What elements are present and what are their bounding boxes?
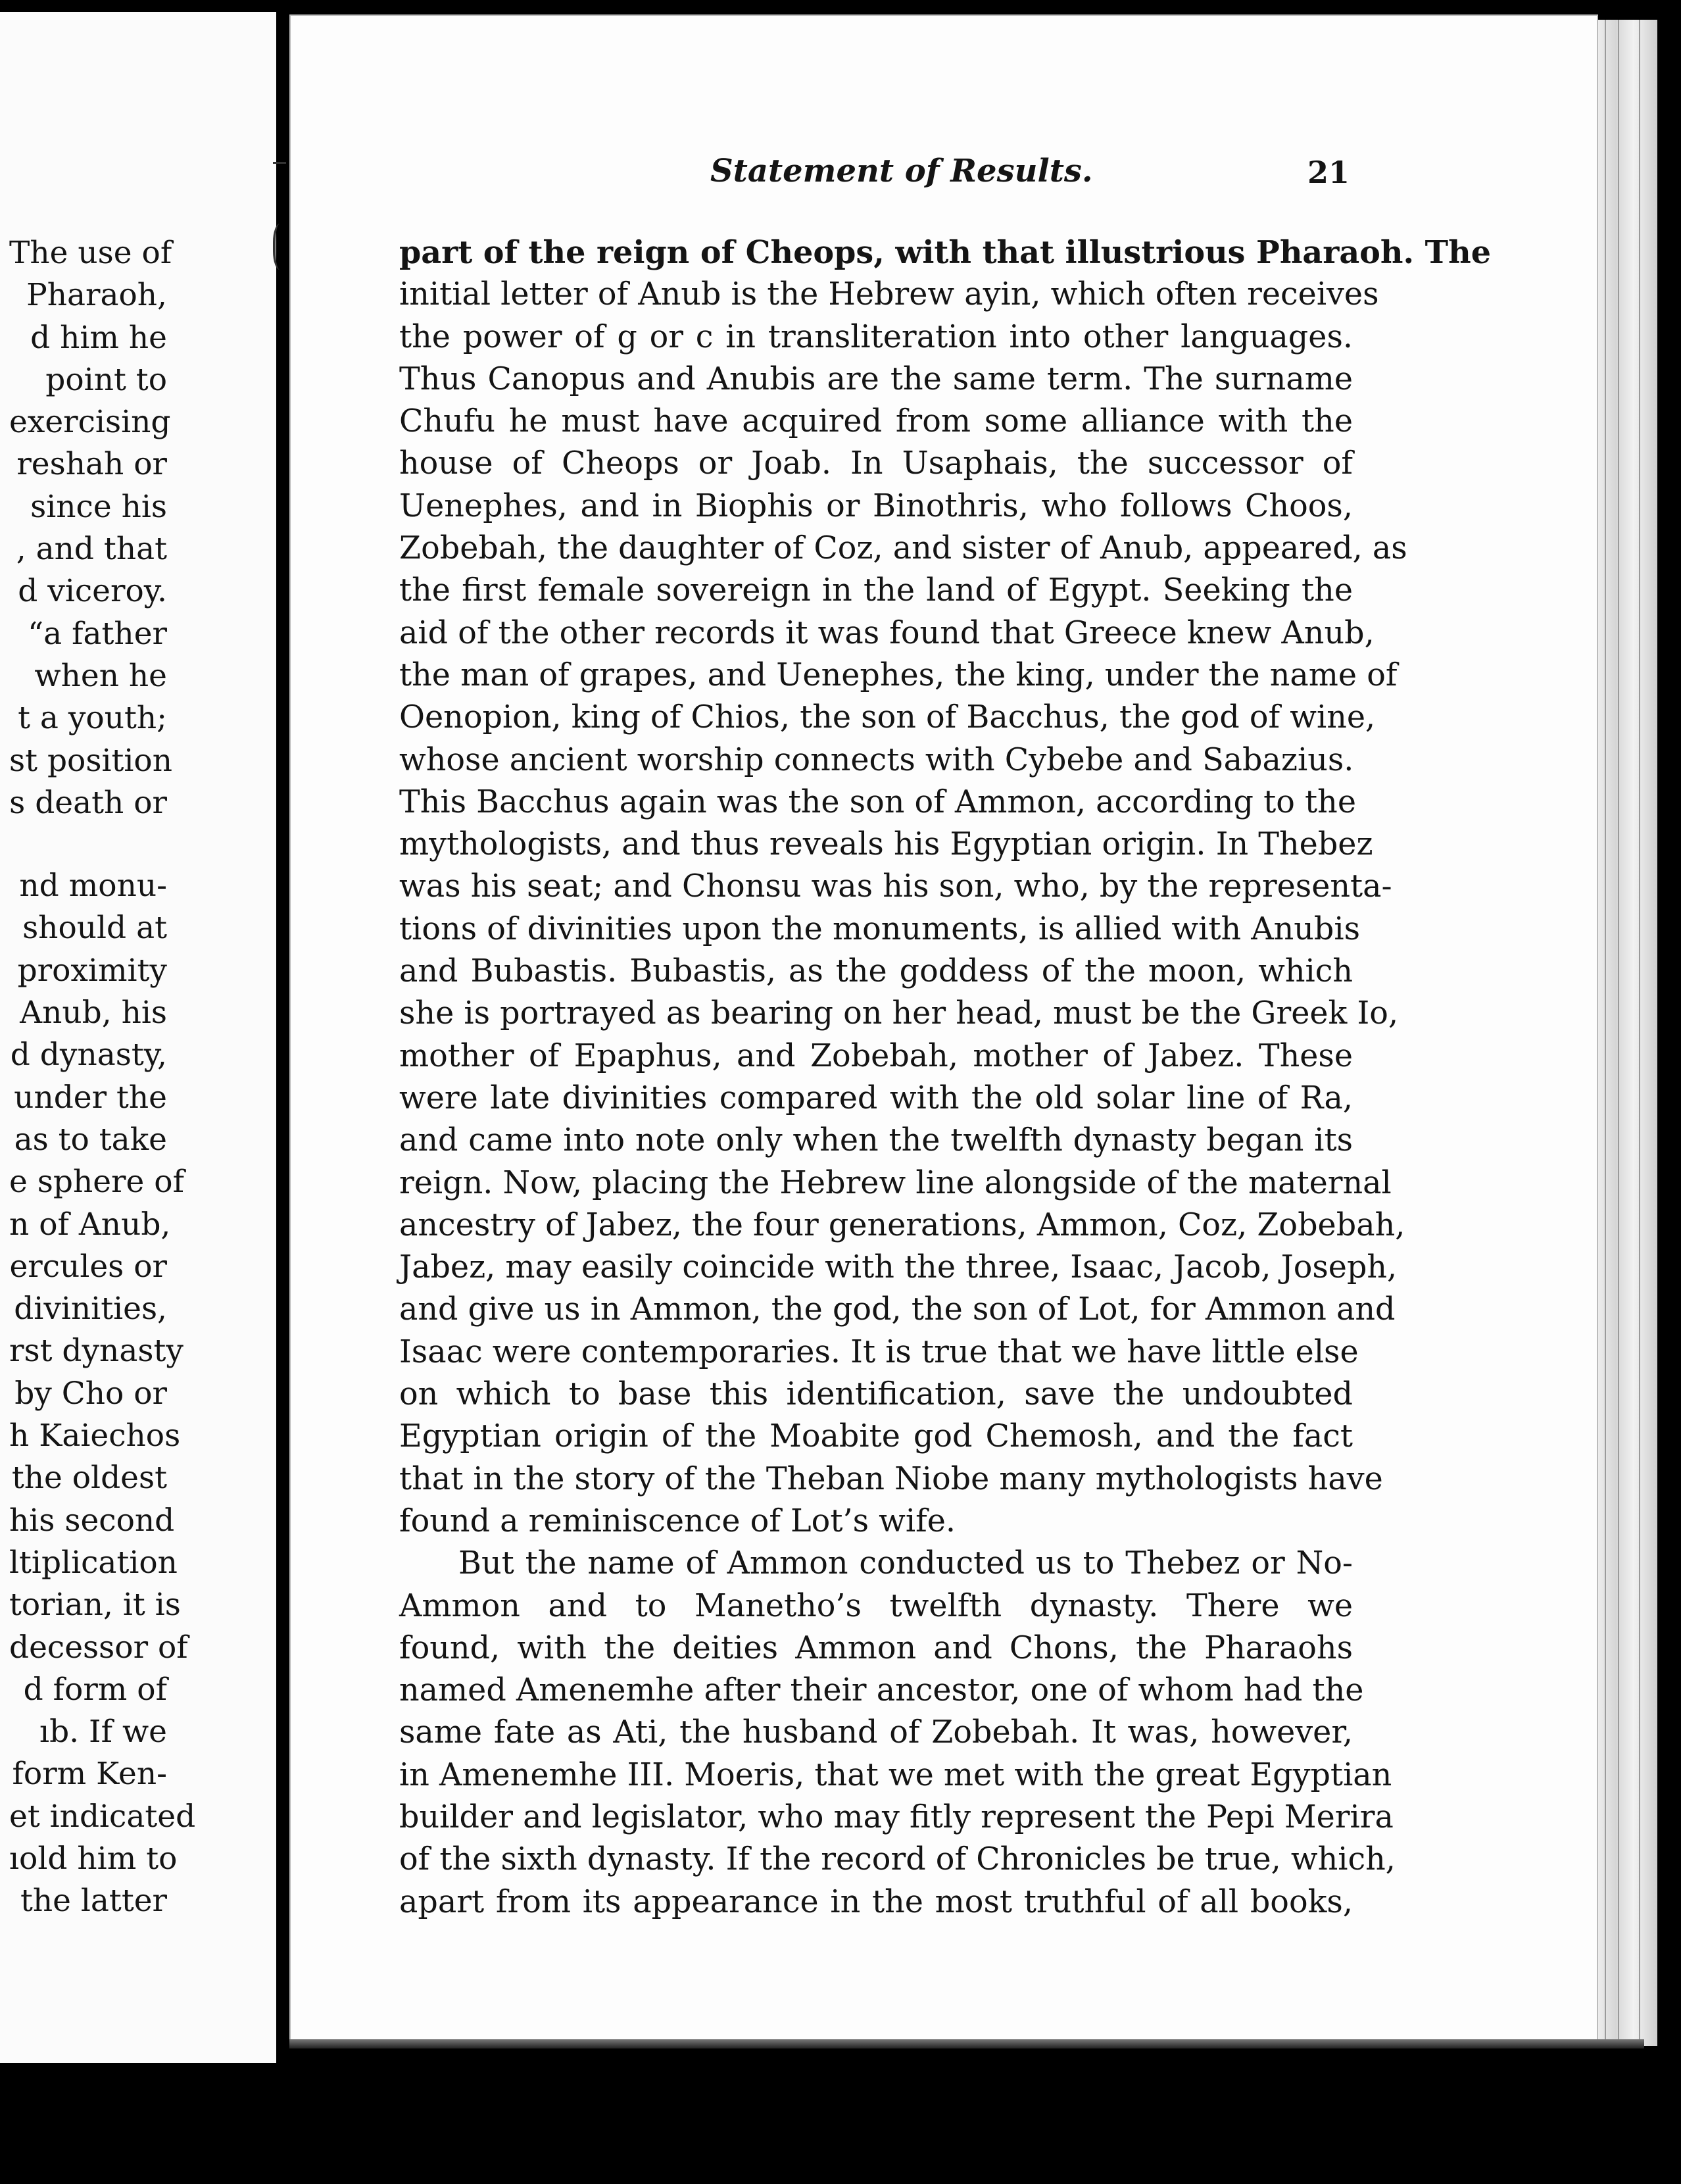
body-line: This Bacchus again was the son of Ammon, according to the — [399, 783, 1356, 820]
left-page-line: Anub, his — [20, 995, 167, 1031]
body-line: on which to base this identification, save the undoubted — [399, 1376, 1353, 1413]
page-bottom-shadow — [289, 2039, 1644, 2048]
body-line: mythologists, and thus reveals his Egyptian origin. In Thebez — [399, 826, 1373, 863]
body-line: the first female sovereign in the land of Egypt. Seeking the — [399, 572, 1353, 609]
body-line: that in the story of the Theban Niobe many mythologists have — [399, 1460, 1383, 1497]
left-page-line: divinities, — [14, 1291, 167, 1328]
left-page-line: rst dynasty — [9, 1333, 183, 1370]
body-line: Thus Canopus and Anubis are the same term. The surname — [399, 360, 1353, 397]
gutter-mark — [273, 224, 290, 270]
body-line: in Amenemhe III. Moeris, that we met with the great Egyptian — [399, 1756, 1392, 1793]
body-line: house of Cheops or Joab. In Usaphais, the successor of — [399, 445, 1353, 482]
left-page-line: ercules or — [9, 1248, 167, 1285]
left-page-line: point to — [45, 361, 167, 398]
left-page-text-column — [9, 232, 196, 1923]
body-line: Isaac were contemporaries. It is true that we have little else — [399, 1333, 1359, 1370]
page-number: 21 — [1307, 155, 1350, 190]
body-line: Zobebah, the daughter of Coz, and sister of Anub, appeared, as — [399, 530, 1407, 567]
body-line: initial letter of Anub is the Hebrew ayin, which often receives — [399, 276, 1379, 313]
body-line: the power of g or c in transliteration into other languages. — [399, 318, 1353, 355]
left-page-line: s death or — [9, 784, 167, 821]
left-page-line: ıb. If we — [39, 1714, 167, 1750]
body-line: Oenopion, king of Chios, the son of Bacchus, the god of wine, — [399, 699, 1376, 736]
body-line: part of the reign of Cheops, with that illustrious Pharaoh. The — [399, 234, 1491, 271]
left-page-line: n of Anub, — [9, 1206, 171, 1243]
left-page-line: ltiplication — [9, 1544, 178, 1581]
body-line: whose ancient worship connects with Cybebe and Sabazius. — [399, 741, 1354, 778]
body-line: named Amenemhe after their ancestor, one of whom had the — [399, 1672, 1364, 1709]
left-page — [0, 12, 276, 2063]
left-page-line: , and that — [16, 531, 167, 568]
left-page-line: should at — [22, 910, 167, 947]
body-line: reign. Now, placing the Hebrew line alongside of the maternal — [399, 1164, 1392, 1201]
left-page-line: torian, it is — [9, 1587, 181, 1624]
body-line: apart from its appearance in the most truthful of all books, — [399, 1883, 1353, 1920]
left-page-line: exercising — [9, 404, 171, 441]
body-line: builder and legislator, who may fitly represent the Pepi Merira — [399, 1799, 1394, 1835]
left-page-line: when he — [34, 657, 167, 694]
left-page-line: decessor of — [9, 1629, 188, 1666]
left-page-line: under the — [14, 1079, 167, 1116]
running-head: Statement of Results. — [710, 153, 1093, 189]
left-page-line: by Cho or — [14, 1375, 167, 1412]
body-line: was his seat; and Chonsu was his son, who, by the representa- — [399, 868, 1392, 905]
left-page-line: as to take — [14, 1121, 167, 1158]
body-line: and came into note only when the twelfth dynasty began its — [399, 1122, 1353, 1159]
left-page-line: d form of — [23, 1671, 167, 1708]
body-line: But the name of Ammon conducted us to Thebez or No- — [458, 1545, 1353, 1582]
body-line: the man of grapes, and Uenephes, the king, under the name of — [399, 657, 1398, 693]
page-edge — [1598, 20, 1657, 2046]
left-page-line: st position — [9, 742, 172, 779]
left-page-line: h Kaiechos — [9, 1418, 181, 1454]
body-line: Egyptian origin of the Moabite god Chemosh, and the fact — [399, 1418, 1353, 1455]
gutter-tick — [273, 162, 286, 170]
left-page-line: proximity — [17, 952, 167, 989]
body-line: Jabez, may easily coincide with the three, Isaac, Jacob, Joseph, — [399, 1249, 1398, 1286]
left-page-line: form Ken- — [12, 1756, 167, 1793]
left-page-line: t a youth; — [18, 700, 167, 737]
left-page-line: d dynasty, — [10, 1037, 167, 1074]
body-line: Chufu he must have acquired from some alliance with the — [399, 403, 1353, 440]
left-page-line: the latter — [20, 1883, 167, 1920]
left-page-line: since his — [30, 488, 167, 525]
left-page-line: nd monu- — [19, 868, 167, 905]
body-line: of the sixth dynasty. If the record of Chronicles be true, which, — [399, 1841, 1396, 1878]
body-text — [399, 232, 1491, 1923]
left-page-line: e sphere of — [9, 1164, 184, 1201]
left-page-line: d viceroy. — [18, 573, 167, 610]
left-page-line: his second — [9, 1502, 175, 1539]
left-page-line: “a father — [28, 615, 167, 652]
left-page-line: d him he — [30, 319, 167, 356]
left-page-line: ıold him to — [9, 1840, 178, 1877]
body-line: were late divinities compared with the old solar line of Ra, — [399, 1080, 1353, 1116]
left-page-line: Pharaoh, — [26, 277, 167, 314]
body-line: found a reminiscence of Lot’s wife. — [399, 1502, 956, 1539]
body-line: tions of divinities upon the monuments, is allied with Anubis — [399, 910, 1361, 947]
body-line: and Bubastis. Bubastis, as the goddess of the moon, which — [399, 953, 1353, 990]
body-line: aid of the other records it was found that Greece knew Anub, — [399, 614, 1375, 651]
body-line: ancestry of Jabez, the four generations, Ammon, Coz, Zobebah, — [399, 1206, 1405, 1243]
body-line: Ammon and to Manetho’s twelfth dynasty. There we — [399, 1587, 1353, 1624]
body-line: same fate as Ati, the husband of Zobebah. It was, however, — [399, 1714, 1353, 1751]
body-line: mother of Epaphus, and Zobebah, mother of Jabez. These — [399, 1037, 1353, 1074]
body-line: Uenephes, and in Biophis or Binothris, who follows Choos, — [399, 487, 1353, 524]
left-page-line: reshah or — [16, 446, 167, 483]
body-line: she is portrayed as bearing on her head, must be the Greek Io, — [399, 995, 1399, 1032]
left-page-line: et indicated — [9, 1798, 196, 1835]
body-line: found, with the deities Ammon and Chons, the Pharaohs — [399, 1629, 1353, 1666]
left-page-line: The use of — [9, 235, 172, 271]
body-line: and give us in Ammon, the god, the son of Lot, for Ammon and — [399, 1291, 1396, 1328]
left-page-line: the oldest — [11, 1460, 167, 1497]
